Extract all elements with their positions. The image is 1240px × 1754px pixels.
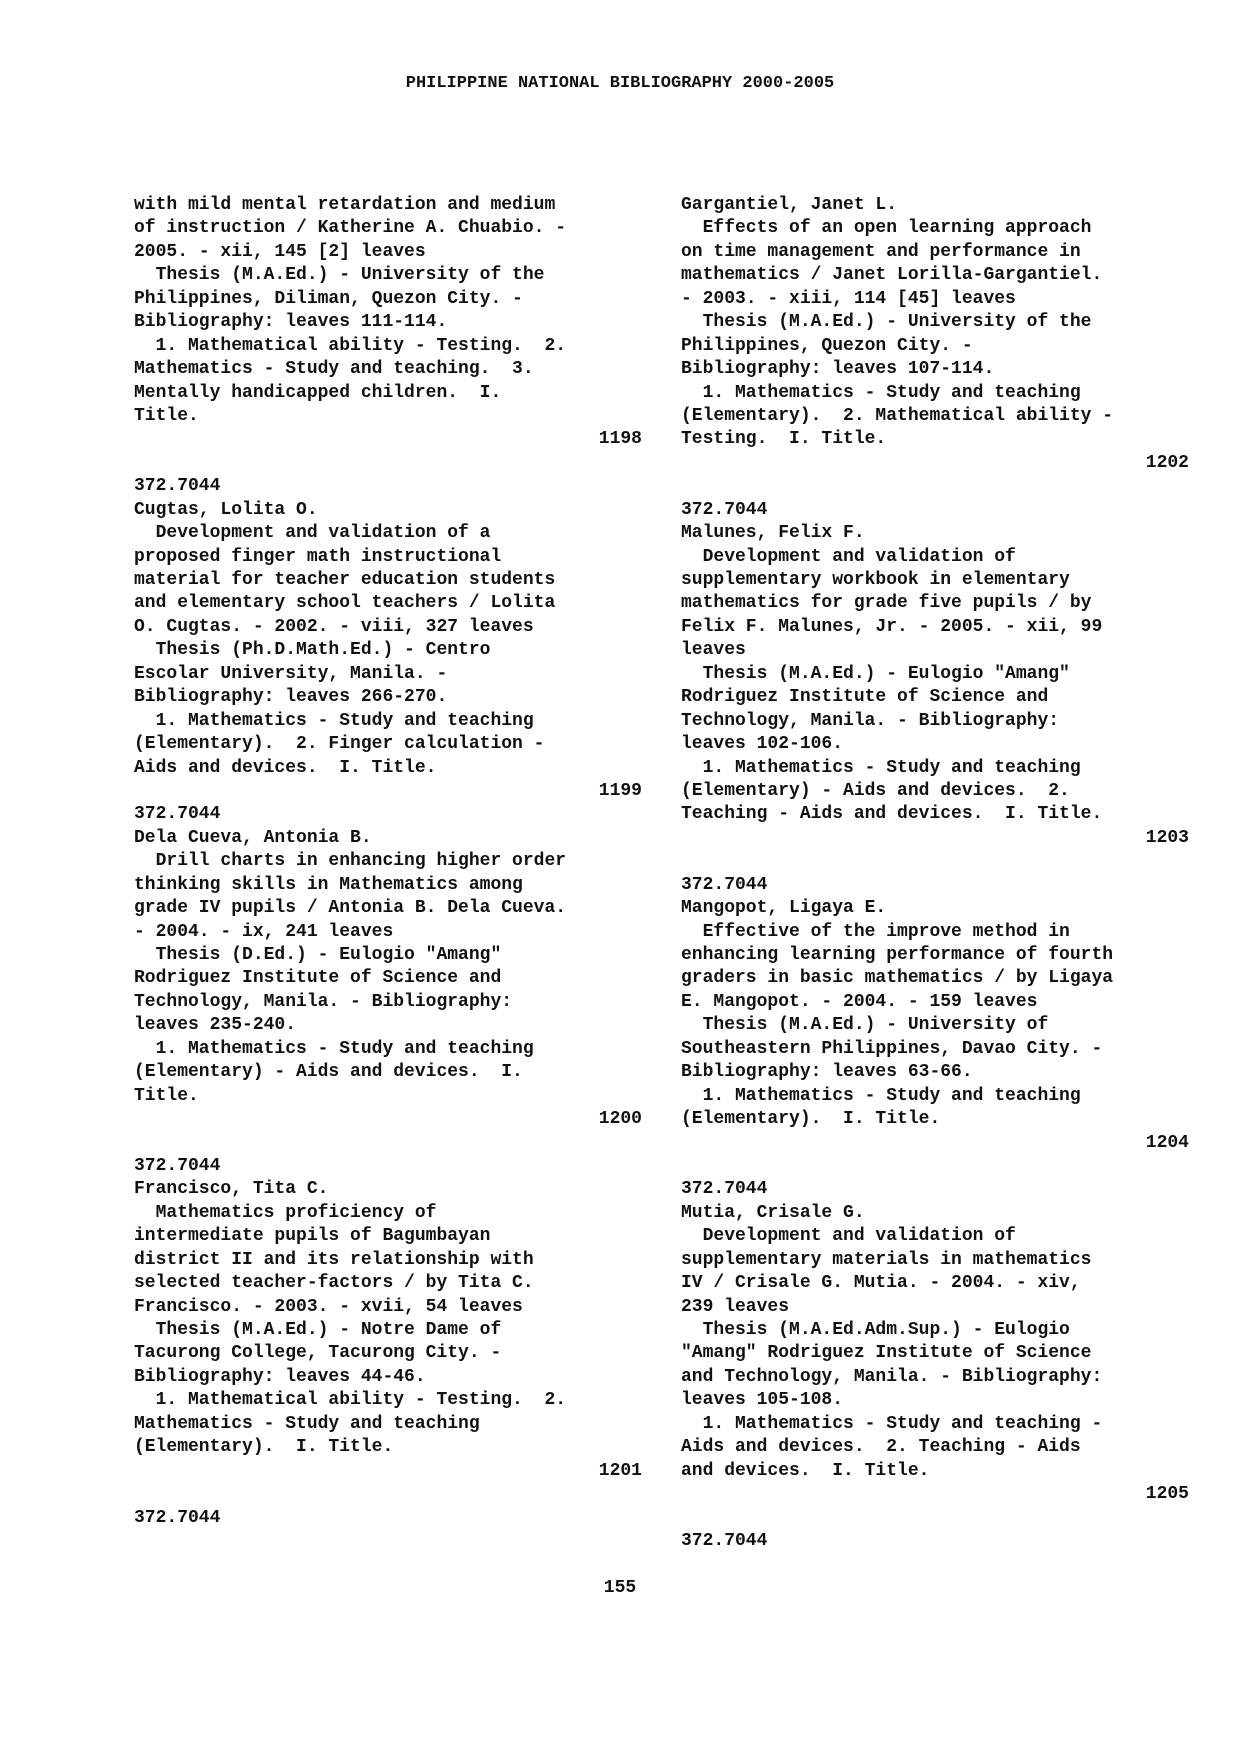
- entry-line: 1. Mathematical ability - Testing. 2.: [134, 335, 567, 356]
- entry-line: Development and validation of: [681, 546, 1016, 567]
- entry-line: Gargantiel, Janet L.: [681, 195, 898, 215]
- entry-line: Title.: [134, 405, 199, 426]
- blank-line: [681, 1155, 1189, 1178]
- blank-line: [681, 850, 1189, 873]
- entry-number: 1201: [598, 1460, 642, 1481]
- entry-line: Thesis (M.A.Ed.) - University of: [681, 1015, 1049, 1036]
- entry-line: Teaching - Aids and devices. I. Title.: [681, 804, 1103, 825]
- class-number: 372.7044: [681, 1530, 768, 1551]
- blank-line: [681, 1507, 1189, 1530]
- entry-line: Mutia, Crisale G.: [681, 1202, 865, 1223]
- entry-line: Felix F. Malunes, Jr. - 2005. - xii, 99: [681, 616, 1103, 637]
- entry-number: 1204: [1145, 1132, 1189, 1153]
- entry-line: - 2004. - ix, 241 leaves: [134, 921, 394, 942]
- entry-line: Aids and devices. I. Title.: [134, 757, 437, 778]
- entry-line: (Elementary). I. Title.: [134, 1437, 394, 1458]
- entry-line: Philippines, Quezon City. -: [681, 335, 973, 356]
- class-number: 372.7044: [681, 874, 768, 895]
- entry-line: 1. Mathematics - Study and teaching: [681, 382, 1081, 403]
- entry-line: leaves 235-240.: [134, 1015, 297, 1036]
- class-number: 372.7044: [134, 1507, 221, 1528]
- entry-line: mathematics / Janet Lorilla-Gargantiel.: [681, 265, 1103, 286]
- entry-line: selected teacher-factors / by Tita C.: [134, 1273, 534, 1294]
- entry-line: on time management and performance in: [681, 241, 1081, 262]
- entry-line: mathematics for grade five pupils / by: [681, 593, 1092, 614]
- entry-line: 1. Mathematics - Study and teaching: [681, 1085, 1081, 1106]
- left-column: [134, 194, 642, 1530]
- entry-line: O. Cugtas. - 2002. - viii, 327 leaves: [134, 616, 534, 637]
- entry-line: 1. Mathematical ability - Testing. 2.: [134, 1390, 567, 1411]
- entry-line: Escolar University, Manila. -: [134, 663, 448, 684]
- entry-line: thinking skills in Mathematics among: [134, 874, 523, 895]
- entry-line: Bibliography: leaves 111-114.: [134, 312, 448, 333]
- entry-line: Francisco, Tita C.: [134, 1179, 329, 1200]
- entry-line: Thesis (D.Ed.) - Eulogio "Amang": [134, 945, 502, 965]
- entry-number: 1198: [598, 429, 642, 450]
- entry-line: Bibliography: leaves 107-114.: [681, 359, 995, 380]
- entry-line: Technology, Manila. - Bibliography:: [134, 991, 513, 1012]
- page-number: 155: [603, 1578, 637, 1598]
- entry-line: and Technology, Manila. - Bibliography:: [681, 1366, 1103, 1387]
- running-header: PHILIPPINE NATIONAL BIBLIOGRAPHY 2000-2005: [405, 74, 835, 93]
- entry-line: Thesis (M.A.Ed.) - Eulogio "Amang": [681, 663, 1070, 684]
- entry-line: "Amang" Rodriguez Institute of Science: [681, 1343, 1092, 1364]
- entry-line: Title.: [134, 1085, 199, 1106]
- entry-line: and elementary school teachers / Lolita: [134, 593, 556, 614]
- right-column: [681, 194, 1189, 1553]
- entry-line: 1. Mathematics - Study and teaching: [134, 1038, 534, 1059]
- entry-line: Aids and devices. 2. Teaching - Aids: [681, 1437, 1081, 1458]
- entry-line: (Elementary). 2. Finger calculation -: [134, 734, 545, 755]
- entry-line: IV / Crisale G. Mutia. - 2004. - xiv,: [681, 1273, 1081, 1294]
- entry-line: Testing. I. Title.: [681, 429, 887, 450]
- entry-line: supplementary materials in mathematics: [681, 1249, 1092, 1270]
- entry-line: (Elementary) - Aids and devices. 2.: [681, 780, 1070, 801]
- blank-line: [134, 452, 642, 475]
- entry-line: leaves: [681, 640, 746, 661]
- entry-line: Bibliography: leaves 63-66.: [681, 1062, 973, 1083]
- entry-line: 1. Mathematics - Study and teaching: [134, 710, 534, 731]
- entry-line: (Elementary). I. Title.: [681, 1109, 941, 1130]
- entry-line: Philippines, Diliman, Quezon City. -: [134, 288, 523, 309]
- entry-line: Thesis (M.A.Ed.) - University of the: [681, 312, 1092, 333]
- class-number: 372.7044: [134, 1155, 221, 1176]
- entry-line: district II and its relationship with: [134, 1249, 534, 1270]
- entry-line: graders in basic mathematics / by Ligaya: [681, 968, 1114, 989]
- entry-line: leaves 105-108.: [681, 1390, 844, 1411]
- entry-line: Cugtas, Lolita O.: [134, 499, 318, 520]
- entry-line: Effective of the improve method in: [681, 921, 1070, 942]
- entry-line: (Elementary). 2. Mathematical ability -: [681, 405, 1114, 426]
- entry-number: 1199: [598, 780, 642, 801]
- entry-line: (Elementary) - Aids and devices. I.: [134, 1062, 523, 1083]
- entry-line: - 2003. - xiii, 114 [45] leaves: [681, 288, 1016, 309]
- blank-line: [681, 475, 1189, 498]
- entry-line: Technology, Manila. - Bibliography:: [681, 710, 1060, 731]
- class-number: 372.7044: [134, 476, 221, 497]
- entry-line: Development and validation of a: [134, 523, 491, 544]
- entry-line: Tacurong College, Tacurong City. -: [134, 1343, 502, 1364]
- entry-line: Thesis (M.A.Ed.Adm.Sup.) - Eulogio: [681, 1320, 1070, 1340]
- entry-line: with mild mental retardation and medium: [134, 195, 556, 215]
- class-number: 372.7044: [681, 1179, 768, 1200]
- entry-number: 1200: [598, 1109, 642, 1130]
- blank-line: [134, 1132, 642, 1155]
- entry-line: 2005. - xii, 145 [2] leaves: [134, 241, 426, 262]
- entry-line: Mathematics - Study and teaching: [134, 1413, 480, 1434]
- entry-line: Dela Cueva, Antonia B.: [134, 827, 372, 848]
- entry-line: Rodriguez Institute of Science and: [681, 687, 1049, 708]
- entry-line: Malunes, Felix F.: [681, 523, 865, 544]
- class-number: 372.7044: [681, 499, 768, 520]
- entry-line: Mentally handicapped children. I.: [134, 382, 502, 403]
- entry-line: Bibliography: leaves 266-270.: [134, 687, 448, 708]
- entry-line: material for teacher education students: [134, 570, 556, 590]
- entry-line: Mangopot, Ligaya E.: [681, 898, 887, 919]
- entry-line: Development and validation of: [681, 1226, 1016, 1247]
- entry-line: supplementary workbook in elementary: [681, 570, 1070, 590]
- entry-number: 1205: [1145, 1484, 1189, 1505]
- entry-line: and devices. I. Title.: [681, 1460, 930, 1481]
- entry-line: 1. Mathematics - Study and teaching: [681, 757, 1081, 778]
- entry-line: Southeastern Philippines, Davao City. -: [681, 1038, 1103, 1059]
- entry-line: E. Mangopot. - 2004. - 159 leaves: [681, 991, 1038, 1012]
- entry-line: Mathematics - Study and teaching. 3.: [134, 359, 534, 380]
- entry-line: Thesis (M.A.Ed.) - University of the: [134, 265, 545, 286]
- entry-line: 239 leaves: [681, 1296, 790, 1317]
- entry-number: 1203: [1145, 827, 1189, 848]
- entry-line: enhancing learning performance of fourth: [681, 945, 1114, 965]
- entry-line: grade IV pupils / Antonia B. Dela Cueva.: [134, 898, 567, 919]
- entry-line: Mathematics proficiency of: [134, 1202, 437, 1223]
- entry-line: Rodriguez Institute of Science and: [134, 968, 502, 989]
- entry-line: Francisco. - 2003. - xvii, 54 leaves: [134, 1296, 523, 1317]
- entry-line: intermediate pupils of Bagumbayan: [134, 1226, 491, 1247]
- entry-line: of instruction / Katherine A. Chuabio. -: [134, 218, 567, 239]
- entry-line: leaves 102-106.: [681, 734, 844, 755]
- entry-line: Drill charts in enhancing higher order: [134, 851, 567, 872]
- class-number: 372.7044: [134, 804, 221, 825]
- entry-line: Thesis (Ph.D.Math.Ed.) - Centro: [134, 640, 491, 661]
- entry-line: Bibliography: leaves 44-46.: [134, 1366, 426, 1387]
- entry-line: Effects of an open learning approach: [681, 218, 1092, 239]
- blank-line: [134, 1483, 642, 1506]
- entry-line: 1. Mathematics - Study and teaching -: [681, 1413, 1103, 1434]
- entry-line: Thesis (M.A.Ed.) - Notre Dame of: [134, 1320, 502, 1340]
- entry-number: 1202: [1145, 452, 1189, 473]
- entry-line: proposed finger math instructional: [134, 546, 502, 567]
